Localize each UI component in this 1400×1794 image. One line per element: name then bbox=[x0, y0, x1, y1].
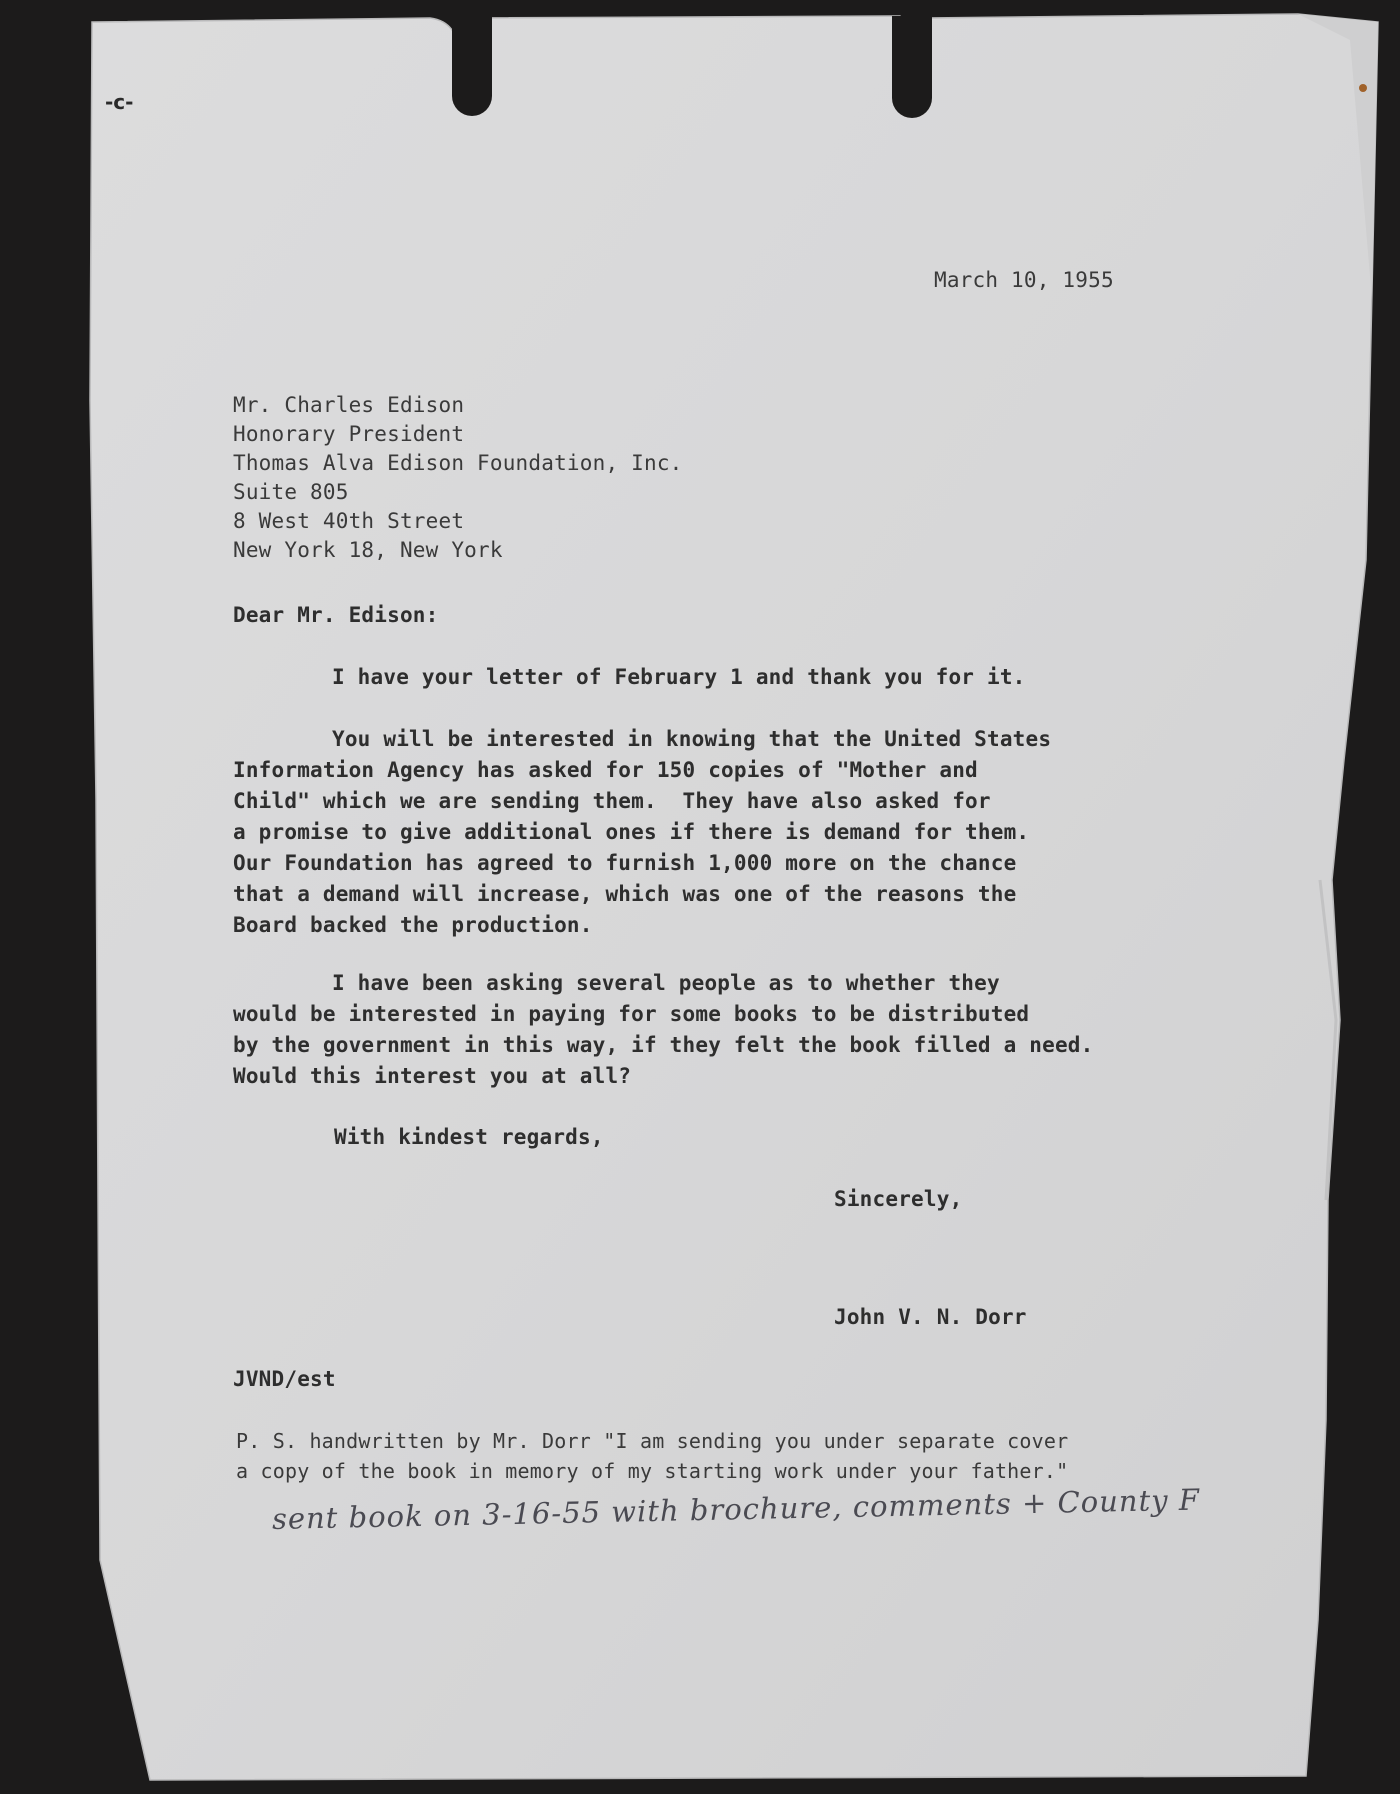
paragraph1-line1: I have your letter of February 1 and thank you for it. bbox=[332, 665, 1026, 689]
signer-name: John V. N. Dorr bbox=[834, 1305, 1027, 1329]
paragraph2-line7: Board backed the production. bbox=[233, 913, 593, 937]
paragraph3-line3: by the government in this way, if they felt the book filled a need. bbox=[233, 1033, 1094, 1057]
recipient-street: 8 West 40th Street bbox=[233, 509, 465, 533]
paragraph2-line1: You will be interested in knowing that the United States bbox=[332, 727, 1052, 751]
punch-slot-left bbox=[452, 16, 492, 96]
recipient-city: New York 18, New York bbox=[233, 538, 503, 562]
postscript-line1: P. S. handwritten by Mr. Dorr "I am sending you under separate cover bbox=[236, 1429, 1069, 1453]
closing-regards: With kindest regards, bbox=[334, 1125, 604, 1149]
paragraph3-line1: I have been asking several people as to whether they bbox=[332, 971, 1000, 995]
corner-mark: -c- bbox=[105, 90, 134, 114]
postscript-line2: a copy of the book in memory of my starting work under your father." bbox=[236, 1459, 1069, 1483]
recipient-title: Honorary President bbox=[233, 422, 465, 446]
paragraph2-line6: that a demand will increase, which was one of the reasons the bbox=[233, 882, 1017, 906]
paragraph2-line5: Our Foundation has agreed to furnish 1,000 more on the chance bbox=[233, 851, 1017, 875]
letter-date: March 10, 1955 bbox=[934, 268, 1114, 292]
rust-spot bbox=[1359, 84, 1367, 92]
reference-initials: JVND/est bbox=[233, 1367, 336, 1391]
salutation: Dear Mr. Edison: bbox=[233, 603, 439, 627]
handwritten-note: sent book on 3-16-55 with brochure, comments + County F bbox=[271, 1482, 1201, 1536]
recipient-name: Mr. Charles Edison bbox=[233, 393, 465, 417]
paragraph2-line4: a promise to give additional ones if there is demand for them. bbox=[233, 820, 1030, 844]
paragraph3-line4: Would this interest you at all? bbox=[233, 1064, 632, 1088]
paragraph3-line2: would be interested in paying for some books to be distributed bbox=[233, 1002, 1030, 1026]
recipient-organization: Thomas Alva Edison Foundation, Inc. bbox=[233, 451, 683, 475]
paragraph2-line2: Information Agency has asked for 150 copies of "Mother and bbox=[233, 758, 978, 782]
punch-slot-right bbox=[892, 16, 932, 98]
recipient-suite: Suite 805 bbox=[233, 480, 349, 504]
paragraph2-line3: Child" which we are sending them. They have also asked for bbox=[233, 789, 991, 813]
sign-off: Sincerely, bbox=[834, 1187, 963, 1211]
